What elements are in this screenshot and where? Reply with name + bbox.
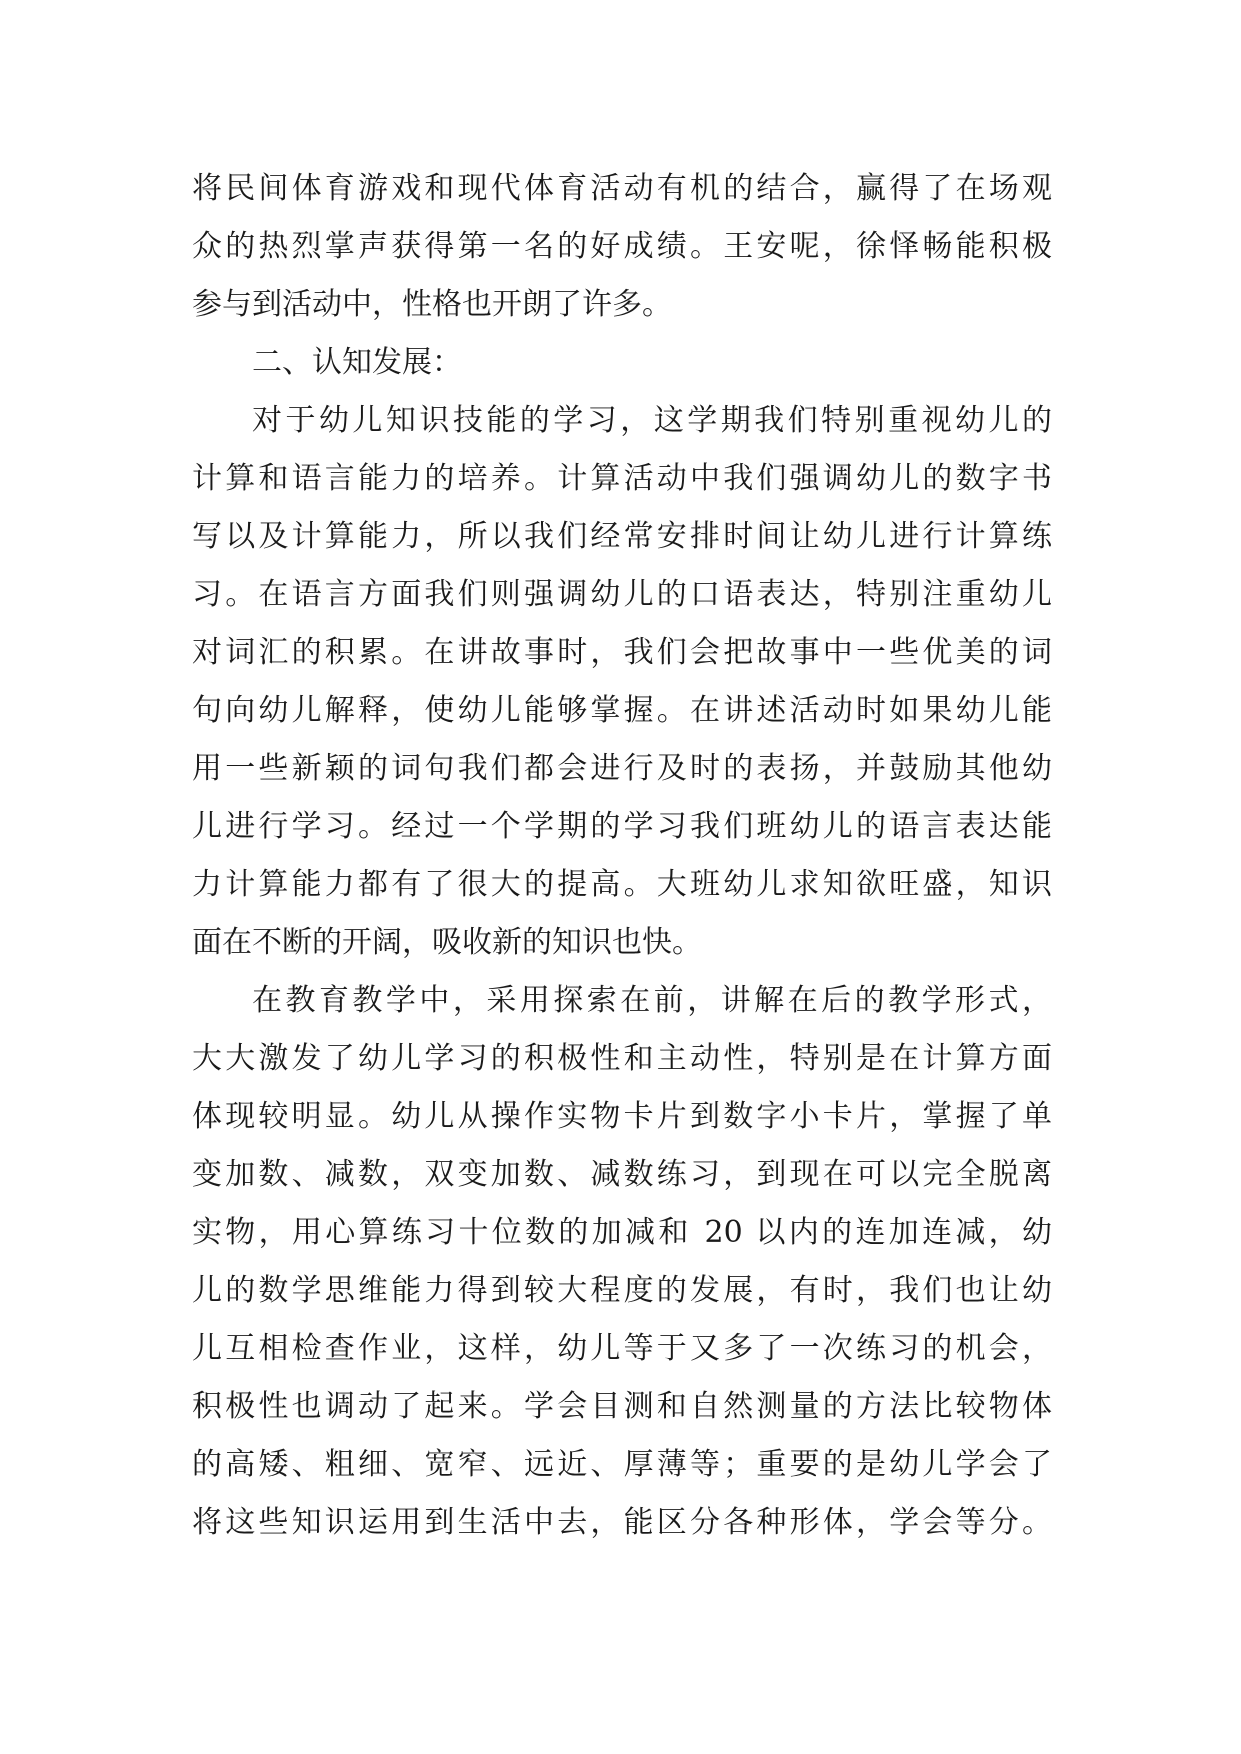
text-line: 实物，用心算练习十位数的加减和 20 以内的连加连减，幼 — [192, 1215, 1052, 1250]
text-line: 习。在语言方面我们则强调幼儿的口语表达，特别注重幼儿 — [192, 577, 1052, 612]
text-line: 变加数、减数，双变加数、减数练习，到现在可以完全脱离 — [192, 1157, 1052, 1192]
text-line: 用一些新颖的词句我们都会进行及时的表扬，并鼓励其他幼 — [192, 751, 1052, 786]
text-line: 儿互相检查作业，这样，幼儿等于又多了一次练习的机会， — [192, 1331, 1052, 1366]
text-line: 的高矮、粗细、宽窄、远近、厚薄等；重要的是幼儿学会了 — [192, 1447, 1052, 1482]
paragraph-first-line: 对于幼儿知识技能的学习，这学期我们特别重视幼儿的 — [252, 403, 1052, 438]
text-line: 将这些知识运用到生活中去，能区分各种形体，学会等分。 — [192, 1505, 1052, 1540]
text-line: 儿的数学思维能力得到较大程度的发展，有时，我们也让幼 — [192, 1273, 1052, 1308]
text-line: 大大激发了幼儿学习的积极性和主动性，特别是在计算方面 — [192, 1041, 1052, 1076]
section-heading: 二、认知发展： — [252, 345, 462, 380]
text-line: 对词汇的积累。在讲故事时，我们会把故事中一些优美的词 — [192, 635, 1052, 670]
text-line: 计算和语言能力的培养。计算活动中我们强调幼儿的数字书 — [192, 461, 1052, 496]
text-line: 力计算能力都有了很大的提高。大班幼儿求知欲旺盛，知识 — [192, 867, 1052, 902]
text-line: 众的热烈掌声获得第一名的好成绩。王安呢，徐怿畅能积极 — [192, 229, 1052, 264]
text-line: 句向幼儿解释，使幼儿能够掌握。在讲述活动时如果幼儿能 — [192, 693, 1052, 728]
text-line: 儿进行学习。经过一个学期的学习我们班幼儿的语言表达能 — [192, 809, 1052, 844]
text-line: 积极性也调动了起来。学会目测和自然测量的方法比较物体 — [192, 1389, 1052, 1424]
text-line: 体现较明显。幼儿从操作实物卡片到数字小卡片，掌握了单 — [192, 1099, 1052, 1134]
paragraph-first-line: 在教育教学中，采用探索在前，讲解在后的教学形式， — [252, 983, 1052, 1018]
text-line: 参与到活动中，性格也开朗了许多。 — [192, 287, 672, 322]
document-body — [192, 160, 1052, 1552]
text-line: 写以及计算能力，所以我们经常安排时间让幼儿进行计算练 — [192, 519, 1052, 554]
text-line: 面在不断的开阔，吸收新的知识也快。 — [192, 925, 702, 960]
text-line: 将民间体育游戏和现代体育活动有机的结合，赢得了在场观 — [192, 171, 1052, 206]
